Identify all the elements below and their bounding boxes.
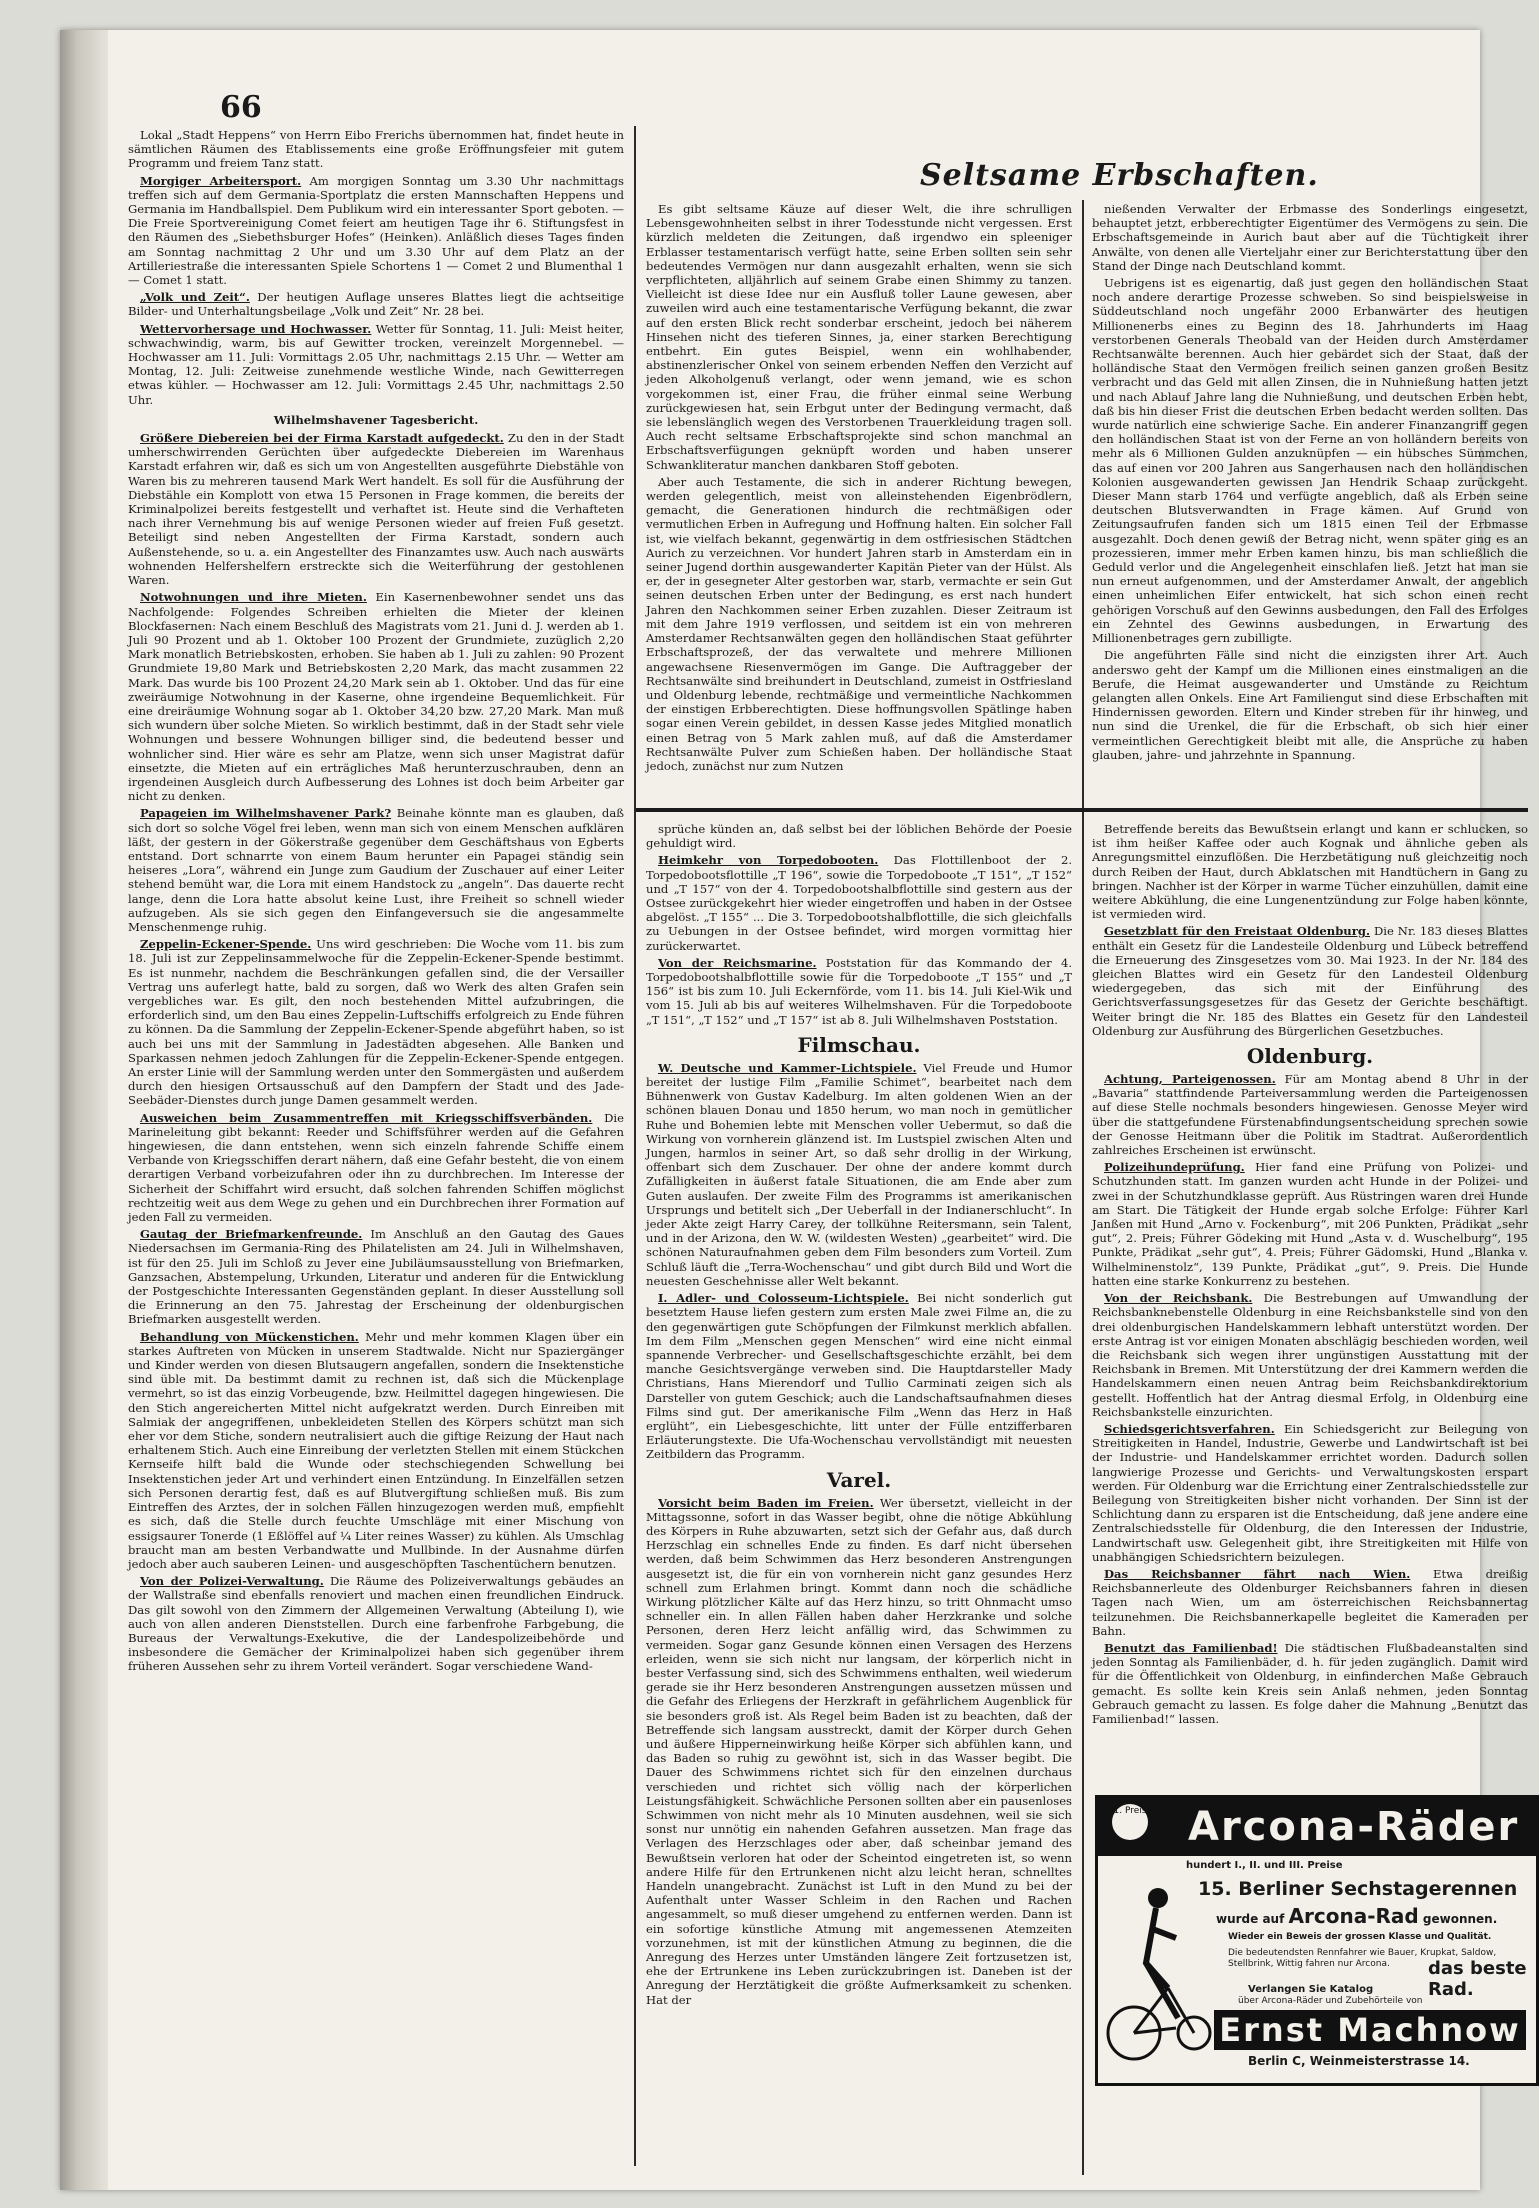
section-filmschau: Filmschau. (797, 1032, 921, 1057)
intro-paragraph: Lokal „Stadt Heppens“ von Herrn Eibo Frerichs übernommen hat, findet heute in sämtlichen Räumen des Etablissements eine große Eröffnungsfeier mit gutem Programm und freiem Tanz statt. (128, 128, 624, 171)
article-gesetzblatt: Gesetzblatt für den Freistaat Oldenburg. Die Nr. 183 dieses Blattes enthält ein Gesetz für die Landesteile Oldenburg und Lübeck betreffend die Erneuerung des Zinsgesetzes vom 30. Mai 1923. In der Nr. 184 des gleichen Blattes wird ein Gesetz für den Landesteil Oldenburg wiedergegeben, das sich mit der Einführung des Gerichtsverfassungsgesetzes für das Gesetz der Gerichte beschäftigt. Weiter bringt die Nr. 185 des Blattes ein Gesetz für den Landesteil Oldenburg zur Ausführung des Bürgerlichen Gesetzbuches. (1092, 924, 1528, 1038)
ad-line-5: das beste Rad. (1428, 1958, 1527, 2000)
ad-brand: Arcona-Räder (1188, 1804, 1520, 1850)
article-zeppelin: Zeppelin-Eckener-Spende. Uns wird geschrieben: Die Woche vom 11. bis zum 18. Juli ist zur Zeppelinsammelwoche für die Zeppelin-Eckener-Spende bestimmt. Es ist nunmehr, nachdem die Beschränkungen gefallen sind, die der Versailler Vertrag uns auferlegt hatte, bald zu sorgen, daß wo Werk des alten Grafen sein vergebliches war. Es gilt, den noch bestehenden Mittel aufzubringen, die erforderlich sind, um den Bau eines Zeppelin-Luftschiffs erfolgreich zu Ende führen zu können. Da die Sammlung der Zeppelin-Eckener-Spende abgeführt haben, so ist auch bei uns mit der Sammlung in Jadestädten abgesehen. Alle Banken und Sparkassen nehmen jedoch Zahlungen für die Zeppelin-Eckener-Spende entgegen. An erster Linie will der Sammlung werden unter den Sommergästen und außerdem durch den hiesigen Ortsausschuß auf den Dampfern der Stadt und des Jade-Seebäder-Dienstes durch junge Damen gesammelt werden. (128, 937, 624, 1108)
article-muecken: Behandlung von Mückenstichen. Mehr und mehr kommen Klagen über ein starkes Auftreten von Mücken in unserem Stadtwalde. Nicht nur Spaziergänger und Kinder werden von diesen Blutsaugern angefallen, sondern die Insektenstiche sind üble mit. Da bestimmt damit zu rechnen ist, daß sich die Mückenplage vermehrt, so ist das einzig Vorbeugende, bzw. Heilmittel dagegen hingewiesen. Die den Stich angereicherten Mittel nicht aufgekratzt werden. Durch Einreiben mit Salmiak der angegriffenen, unbekleideten Stellen des Körpers schützt man sich eher vor dem Stiche, sondern neutralisiert auch die giftige Reizung der Haut nach erhaltenem Stich. Auch eine Einreibung der verletzten Stellen mit einem Stückchen Kernseife hilft bald die Wunde oder stechschiegenden Schwellung bei Insektenstichen jeder Art und verhindert einen Entzündung. In Einzelfällen setzen sich Personen derartig fest, daß es auf Blutvergiftung schließen muß. Bis zum Eintreffen des Arztes, der in solchen Fällen hinzugezogen werden muß, empfiehlt es sich, daß die Stelle durch feuchte Umschläge mit einer Mischung von essigsaurer Tonerde (1 Eßlöffel auf ¼ Liter reines Wasser) zu kühlen. Als Umschlag braucht man am besten Verbandwatte und Mullbinde. In der Ausnahme dürfen jedoch aber auch sauberen Leinen- und ausgeschöpften Taschentüchern benutzen. (128, 1329, 624, 1571)
ad-preis-badge: 1. Preis (1112, 1804, 1148, 1840)
column-2-top (646, 202, 1072, 798)
article-karstadt: Größere Diebereien bei der Firma Karstadt aufgedeckt. Zu den in der Stadt umherschwirrenden Gerüchten über aufgedeckte Diebereien im Warenhaus Karstadt erfahren wir, daß es sich um von Angestellten ausgeführte Diebstähle von Waren bis zu mehreren tausend Mark Wert handelt. Es soll für die Ausführung der Diebstähle ein Komplott von etwa 15 Personen in Frage kommen, die bereits der Kriminalpolizei bereits festgestellt und verhaftet ist. Heute sind die Verhafteten nach ihrer Vernehmung bis auf wenige Personen wieder auf freien Fuß gesetzt. Beteiligt sind neben Angestellten der Firma Karstadt, sondern auch Außenstehende, so u. a. ein Angestellter des Finanzamtes usw. Auch nach auswärts wohnenden Helfershelfern erstreckte sich die Weiterführung der gestohlenen Waren. (128, 431, 624, 588)
ad-line-7: über Arcona-Räder und Zubehörteile von (1238, 1996, 1423, 2006)
poesie-line: sprüche künden an, daß selbst bei der löblichen Behörde der Poesie gehuldigt wird. (646, 822, 1072, 851)
section-tagesbericht: Wilhelmshavener Tagesbericht. (273, 412, 479, 427)
article-reichsbanner: Das Reichsbanner fährt nach Wien. Etwa dreißig Reichsbannerleute des Oldenburger Reichsbanners fahren in diesen Tagen nach Wien, um am österreichischen Reichsbannertag teilzunehmen. Die Reichsbannerkapelle begleitet die Kameraden per Bahn. (1092, 1566, 1528, 1638)
ad-line-4: Die bedeutendsten Rennfahrer wie Bauer, Krupkat, Saldow, Stellbrink, Wittig fahren nur Arcona. (1228, 1948, 1497, 1969)
newspaper-page (60, 30, 1529, 2190)
horizontal-rule (636, 808, 1528, 812)
article-torpedoboote: Heimkehr von Torpedobooten. Das Flottillenboot der 2. Torpedobootsflottille „T 196“, sowie die Torpedoboote „T 151“, „T 152“ und „T 157“ von der 4. Torpedobootshalbflottille sind gestern aus der Ostsee zurückgekehrt hier wieder eingetroffen und haben in der Ostsee abgelöst. „T 155“ ... Die 3. Torpedobootshalbflottille, die sich gleichfalls zu Uebungen in der Ostsee befindet, wird morgen vormittag hier zurückerwartet. (646, 853, 1073, 953)
column-2-bottom (646, 822, 1072, 2162)
article-kriegsschiffe: Ausweichen beim Zusammentreffen mit Kriegsschiffsverbänden. Die Marineleitung gibt bekannt: Reeder und Schiffsführer werden auf die Gefahren hingewiesen, die dann entstehen, wenn sich einzeln fahrende Schiffe einem Verbande von Kriegsschiffen derart nähern, daß eine Gefahr besteht, die von einem derartigen Verband vorbeizufahren oder ihn zu durchbrechen. Im Interesse der Sicherheit der Schiffahrt wird ersucht, daß solchen fahrenden Schiffen möglichst rechtzeitig weit aus dem Wege zu gehen und ein Durchbrechen ihrer Formation auf jeden Fall zu vermeiden. (128, 1110, 624, 1225)
ad-line-2: wurde auf Arcona-Rad gewonnen. (1216, 1904, 1498, 1928)
article-notwohnungen: Notwohnungen und ihre Mieten. Ein Kasernenbewohner sendet uns das Nachfolgende: Folgendes Schreiben erhielten die Mieter der kleinen Blockfasernen: Nach einem Beschluß des Magistrats vom 21. Juni d. J. werden ab 1. Juli 90 Prozent und ab 1. Oktober 100 Prozent der Grundmiete, zuzüglich 2,20 Mark monatlich Betriebskosten, erhoben. Sie haben ab 1. Juli zu zahlen: 90 Prozent Grundmiete 19,80 Mark und Betriebskosten 2,20 Mark, das macht zusammen 22 Mark. Das wurde bis 100 Prozent 24,20 Mark sein ab 1. Oktober. Und das für eine zweiräumige Notwohnung in der Kaserne, ohne irgendeine Bequemlichkeit. Für eine dreiräumige Wohnung sogar ab 1. Oktober 34,20 bzw. 27,20 Mark. Man muß sich wundern über solche Mieten. So wirklich bestimmt, daß in der Stadt sehr viele Wohnungen und bessere Wohnungen billiger sind, die bedeutend besser und wohnlicher sind. Hier wäre es sehr am Platze, wenn sich unser Magistrat dafür einsetzte, die Mieten auf ein erträgliches Maß herunterzuschrauben, denn an irgendeinen Ausgleich durch Aufbesserung des Lohnes ist doch beim Arbeiter gar nicht zu denken. (128, 590, 625, 804)
article-papageien: Papageien im Wilhelmshavener Park? Beinahe könnte man es glauben, daß sich dort so solche Vögel frei leben, wenn man sich von einem Menschen aufklären läßt, der gestern in der Gökerstraße gegenüber dem Geschäftshaus von Egberts entstand. Dort schnarrte von einem Baum herunter ein Papagei ständig sein heiseres „Lora“, während ein Junge zum Gaudium der Zuschauer auf einer Leiter stehend bemüht war, die Lora mit einem Handstock zu „angeln“. Das dauerte recht lange, denn die Lora hatte absolut keine Lust, ihre Freiheit so schnell wieder aufzugeben. Als sie sich gegen den Einfangeversuch sie die angesammelte Menschenmenge ruhig. (128, 806, 625, 934)
article-reichsmarine: Von der Reichsmarine. Poststation für das Kommando der 4. Torpedobootshalbflottille sowie für die Torpedoboote „T 155“ und „T 156“ ist bis zum 10. Juli Eckernförde, vom 11. bis 14. Juli Kiel-Wik und vom 15. Juli ab bis auf weiteres Wilhelmshaven. Für die Torpedoboote „T 151“, „T 152“ und „T 157“ ist ab 8. Juli Wilhelmshaven Poststation. (646, 955, 1073, 1027)
article-briefmarken: Gautag der Briefmarkenfreunde. Im Anschluß an den Gautag des Gaues Niedersachsen im Germania-Ring des Philatelisten am 24. Juli in Wilhelmshaven, ist für den 25. Juli im Schloß zu Jever eine Jubiläumsausstellung von Briefmarken, Ganzsachen, Abstempelung, Urkunden, Literatur und anderen für die Entwicklung der Postgeschichte Interessanten Gegenständen geplant. In dieser Ausstellung soll die Erinnerung an den 75. Jahrestag der Erscheinung der oldenburgischen Briefmarken ausgestellt werden. (128, 1227, 625, 1327)
baden-continued: Betreffende bereits das Bewußtsein erlangt und kann er schlucken, so ist ihm heißer Kaffee oder auch Kognak und ähnliche geben als Anregungsmittel einzuflößen. Die Herzbetätigung nuß gleichzeitig noch durch Reiben der Haut, durch Abklatschen mit Handtüchern in Gang zu bringen. Nachher ist der Körper in warme Tücher einzuhüllen, damit eine weitere Abkühlung, die eine Lungenentzündung zur Folge haben könnte, ist vermieden wird. (1092, 822, 1528, 922)
column-rule-2 (1082, 200, 1084, 2175)
erbschaften-p1: Es gibt seltsame Käuze auf dieser Welt, die ihre schrulligen Lebensgewohnheiten selbst in ihrer Todesstunde nicht vergessen. Erst kürzlich meldeten die Zeitungen, daß irgendwo ein spleeniger Erblasser testamentarisch verfügt hatte, seine Erben sollten sein sehr bedeutendes Vermögen nur dann ausgezahlt erhalten, wenn sie sich verpflichteten, alljährlich auf seinem Grabe einen Shimmy zu tanzen. Vielleicht ist diese Idee nur ein Ausfluß toller Laune gewesen, aber zuweilen wird auch eine testamentarische Verfügung bekannt, die zwar auf den ersten Blick recht sonderbar erscheint, jedoch bei näherem Hinsehen nicht des tieferen Sinnes, ja, einer starken Berechtigung entbehrt. Ein gutes Beispiel, wenn ein wohlhabender, abstinenzlerischer Onkel von seinem erbenden Neffen den Verzicht auf jeden Alkoholgenuß verlangt, oder wenn jemand, wie es schon vorgekommen ist, einer Frau, die früher einmal seine Werbung zurückgewiesen hat, sein Erbgut unter der Bedingung vermacht, daß sie lebenslänglich wegen des Verstorbenen Trauerkleidung tragen soll. Auch recht seltsame Erbschaftsprojekte sind schon manchmal an Erbschaftsverfügungen geknüpft worden und haben unserer Schwankliteratur manchen dankbaren Stoff geboten. (646, 202, 1072, 472)
ad-subline: hundert I., II. und III. Preise (1186, 1860, 1343, 1871)
article-volk-und-zeit: „Volk und Zeit“. Der heutigen Auflage unseres Blattes liegt die achtseitige Bilder- und Unterhaltungsbeilage „Volk und Zeit“ Nr. 28 bei. (128, 290, 625, 319)
article-adler-lichtspiele: I. Adler- und Colosseum-Lichtspiele. Bei nicht sonderlich gut besetztem Hause liefen gestern zum ersten Male zwei Filme an, die zu den gegenwärtigen gute Schöpfungen der Filmkunst merklich abfallen. Im dem Film „Menschen gegen Menschen“ wird eine nicht einmal spannende Verbrecher- und Gesellschaftsgeschichte erzählt, bei dem manche Gesichtsvergänge verweben sind. Die Hauptdarsteller Mady Christians, Hans Mierendorf und Tullio Carminati zeigen sich als Darsteller von gutem Geschick; auch die Landschaftsaufnahmen dieses Films sind gut. Der amerikanische Film „Wenn das Herz in Haß erglüht“, ein Liebesgeschichte, litt unter der Fülle entzifferbaren Erläuterungstexte. Die Ufa-Wochenschau vervollständigt mit neuesten Zeitbildern das Programm. (646, 1291, 1072, 1462)
erbschaften-p3: nießenden Verwalter der Erbmasse des Sonderlings eingesetzt, behauptet jetzt, erbberechtigter Eigentümer des Vermögens zu sein. Die Erbschaftsgemeinde in Aurich baut aber auf die Tüchtigkeit ihrer Anwälte, von denen alle Vierteljahr einer zur Berichterstattung über den Stand der Dinge nach Deutschland kommt. (1092, 202, 1528, 273)
column-3-bottom (1092, 822, 1528, 1788)
ad-company-name: Ernst Machnow (1214, 2010, 1526, 2050)
page-number: 66 (220, 90, 262, 125)
ad-banner (1098, 1798, 1536, 1856)
article-kammer-lichtspiele: W. Deutsche und Kammer-Lichtspiele. Viel Freude und Humor bereitet der lustige Film „Familie Schimet“, bearbeitet nach dem Bühnenwerk von Gustav Kadelburg. Im alten goldenen Wien an der schönen blauen Donau und 1850 herum, wo man noch in gemütlicher Ruhe und Bohemien lebte mit Menschen voller Uebermut, so daß die Wirkung von vornherein glänzend ist. Im Lustspiel zwischen Alten und Jungen, harmlos in seiner Art, so daß sehr drollig in der Wirkung, offenbart sich dem Zuschauer. Der ohne der andere kommt durch Zufälligkeiten in äußerst fatale Situationen, die am Ende aber zum Guten auslaufen. Der zweite Film des Programms ist amerikanischen Ursprungs und betitelt sich „Der Ueberfall in der Indianerschlucht“. In jeder Akte zeigt Harry Carey, der tollkühne Reitersmann, sein Talent, und in der Arizona, den W. W. (wildesten Westen) „gearbeitet“ wird. Die schönen Naturaufnahmen geben dem Film besonders zum Vorteil. Zum Schluß läuft die „Terra-Wochenschau“ und gibt durch Bild und Wort die neuesten Geschehnisse aller Welt bekannt. (646, 1060, 1072, 1288)
article-reichsbank: Von der Reichsbank. Die Bestrebungen auf Umwandlung der Reichsbanknebenstelle Oldenburg in eine Reichsbankstelle sind von den drei oldenburgischen Handelskammern lebhaft unterstützt worden. Der erste Antrag ist vor einigen Monaten abschlägig beschieden worden, weil die Reichsbank sich wegen ihrer ungünstigen Ausstattung mit der Reichsbank in Bremen. Mit Unterstützung der drei Kammern werden die Handelskammern einen neuen Antrag beim Reichsbankdirektorium gestellt. Hoffentlich hat der Antrag diesmal Erfolg, in Oldenburg eine Reichsbankstelle einzurichten. (1092, 1291, 1529, 1419)
section-varel: Varel. (826, 1467, 892, 1492)
section-oldenburg: Oldenburg. (1246, 1044, 1374, 1069)
article-polizeihunde: Polizeihundeprüfung. Hier fand eine Prüfung von Polizei- und Schutzhunden statt. Im ganzen wurden acht Hunde in der Polizei- und zwei in der Schutzhundklasse geprüft. Aus Rüstringen waren drei Hunde am Start. Die Tätigkeit der Hunde ergab solche Erfolge: Führer Karl Janßen mit Hund „Arno v. Fockenburg“, mit 206 Punkten, Prädikat „sehr gut“, 2. Preis; Führer Gödeking mit Hund „Asta v. d. Wuschelburg“, 195 Punkte, Prädikat „sehr gut“, 4. Preis; Führer Gädomski, Hund „Blanka v. Wilhelminenstolz“, 139 Punkte, Prädikat „gut“, 9. Preis. Die Hunde hatten eine starke Konkurrenz zu bestehen. (1092, 1160, 1528, 1288)
article-familienbad: Benutzt das Familienbad! Die städtischen Flußbadeanstalten sind jeden Sonntag als Familienbäder, d. h. für jeden zugänglich. Damit wird für die Öffentlichkeit von Oldenburg, in einfinderchen Maße Gebrauch gemacht. Es sollte kein Kreis sein Anlaß nehmen, jeden Sonntag Gebrauch gemacht zu lassen. Es folge daher die Mahnung „Benutzt das Familienbad!“ lassen. (1092, 1640, 1528, 1726)
article-polizei: Von der Polizei-Verwaltung. Die Räume des Polizeiverwaltungs gebäudes an der Wallstraße sind ebenfalls renoviert und machen einen freundlichen Eindruck. Das gilt sowohl von den Zimmern der Allgemeinen Verwaltung (Abteilung I), wie auch von allen anderen Dienststellen. Durch eine farbenfrohe Farbgebung, die Bureaus der Verwaltungs-Exekutive, die der Landespolizeibehörde und insbesondere die Gemächer der Kriminalpolizei haben sich gegenüber ihrem früheren Aussehen sehr zu ihrem Vorteil verändert. Sogar verschiedene Wand- (128, 1574, 625, 1674)
ad-line-3: Wieder ein Beweis der grossen Klasse und Qualität. (1228, 1932, 1492, 1942)
column-1 (128, 128, 624, 2158)
erbschaften-p5: Die angeführten Fälle sind nicht die einzigsten ihrer Art. Auch anderswo geht der Kampf um die Millionen eines einstmaligen an die Berufe, die Heimat ausgewanderter und Umstände zu Reichtum gelangten allen Onkels. Eine Art Familiengut sind diese Erbschaften mit Hindernissen geworden. Eltern und Kinder streben für ihr hinweg, und nun sind die Urenkel, die für die Erbschaft, ob sich hier einer vermeintlichen Gerechtigkeit bleibt mit alle, die Ansprüche zu haben glauben, jahre- und jahrzehnte in Spannung. (1092, 648, 1528, 762)
erbschaften-p4: Uebrigens ist es eigenartig, daß just gegen den holländischen Staat noch andere derartige Prozesse schweben. So sind beispielsweise in Süddeutschland noch ungefähr 2000 Erbanwärter des heutigen Millionenerbs eines zu Beginn des 18. Jahrhunderts im Haag verstorbenen Generals Theobald van der Heiden durch Amsterdamer Rechtsanwälte berennen. Auch hier gebärdet sich der Staat, daß der holländische Staat den Vermögen freilich seinen ganzen großen Besitz verbracht und das Geld mit allen Zinsen, die in Nuhnießung hatten jetzt und nach Ablauf Jahre lang die Nuhnießung, und deutschen Erben hebt, daß bis hin dieser Frist die deutschen Erben bedacht werden sollten. Das wurde natürlich eine schwierige Sache. Ein anderer Finanzangriff gegen den holländischen Staat ist von der Ferne an von holländern bereits von mehr als 6 Millionen Gulden anzuknüpfen — ein hübsches Sümmchen, das auf einen vor 200 Jahren aus Sangerhausen nach den holländischen Kolonien ausgewanderten gewissen Jan Hendrik Schaap zurückgeht. Dieser Mann starb 1764 und verfügte angeblich, daß als Erben seine deutschen Blutsverwandten in Frage kämen. Auf Grund von Zeitungsaufrufen fanden sich um 1815 einen Teil der Erbmasse ausgezahlt. Doch denen gewiß der Betrag nicht, wenn später ging es an prozessieren, immer mehr Erben kamen hinzu, bis man schließlich die Geduld verlor und die Angelegenheit einschlafen ließ. Jetzt hat man sie nun erneut aufgenommen, und der Amsterdamer Anwalt, der angeblich einen unheimlichen Eifer entwickelt, hat sich schon einen recht gehörigen Vorschuß auf den Gewinns ausbedungen, den Fall des Erfolges ein Zehntel des Gewinns ausbedungen, in Erwartung des Millionenbetrages gern zubilligte. (1092, 276, 1528, 646)
ad-line-1: 15. Berliner Sechstagerennen (1198, 1878, 1518, 1900)
ad-line-6: Verlangen Sie Katalog (1248, 1984, 1374, 1995)
ad-address: Berlin C, Weinmeisterstrasse 14. (1248, 2054, 1470, 2068)
article-wetter: Wettervorhersage und Hochwasser. Wetter für Sonntag, 11. Juli: Meist heiter, schwachwindig, warm, bis auf Gewitter trocken, vereinzelt Morgennebel. — Hochwasser am 11. Juli: Vormittags 2.05 Uhr, nachmittags 2.15 Uhr. — Wetter am Montag, 12. Juli: Zeitweise zunehmende westliche Winde, nach Gewitterregen etwas kühler. — Hochwasser am 12. Juli: Vormittags 2.45 Uhr, nachmittags 2.50 Uhr. (128, 321, 624, 407)
article-arbeitersport: Morgiger Arbeitersport. Am morgigen Sonntag um 3.30 Uhr nachmittags treffen sich auf dem Germania-Sportplatz die ersten Mannschaften Heppens und Germania im Handballspiel. Dem Publikum wird ein interessanter Sport geboten. — Die Freie Sportvereinigung Comet feiert am heutigen Tage ihr 6. Stiftungsfest in den Räumen des „Siebethsburger Hofes“ (Heinken). Anläßlich dieses Tages finden am Sonntag nachmittag 2 Uhr und um 3.30 Uhr auf dem Platz an der Artilleriestraße die interessanten Spiele Schortens 1 — Comet 2 und Blumenthal 1 — Comet 1 statt. (128, 173, 624, 288)
page-fold-shadow (60, 30, 108, 2190)
article-schiedsgericht: Schiedsgerichtsverfahren. Ein Schiedsgericht zur Beilegung von Streitigkeiten in Handel, Industrie, Gewerbe und Landwirtschaft ist bei der Industrie- und Handelskammer errichtet worden. Dadurch sollen langwierige Prozesse und Gerichts- und Verwaltungskosten erspart werden. Für Oldenburg war die Errichtung einer Zentralschiedsstelle zur Beilegung von Streitigkeiten bisher nicht vorhanden. Der Sinn ist der Schlichtung dann zu ersparen ist die Entscheidung, daß jene andere eine Zentralschiedsstelle für Oldenburg, die den Interessen der Industrie, Landwirtschaft usw. Gelegenheit gibt, ihre Streitigkeiten mit Hilfe von unabhängigen Schiedsrichtern beizulegen. (1092, 1421, 1528, 1564)
main-title: Seltsame Erbschaften. (920, 158, 1319, 193)
article-baden: Vorsicht beim Baden im Freien. Wer übersetzt, vielleicht in der Mittagssonne, sofort in das Wasser begibt, ohne die nötige Abkühlung des Körpers in Ruhe abzuwarten, setzt sich der Gefahr aus, daß durch Herzschlag ein schnelles Ende zu finden. Es darf nicht übersehen werden, daß beim Schwimmen das Herz besonderen Anstrengungen ausgesetzt ist, die für ein von vornherein nicht ganz gesundes Herz schnell zum Erlahmen bringt. Kommt dann noch die schädliche Wirkung plötzlicher Kälte auf das Herz hinzu, so tritt Ohnmacht umso schneller ein. In allen Fällen haben daher Herzkranke und solche Personen, deren Herz leicht anfällig wird, das Schwimmen zu vermeiden. Sogar ganz Gesunde können einen Versagen des Herzens erleiden, wenn sie sich nicht nur langsam, der körperlich nicht in bester Verfassung sind, sich des Schwimmens enthalten, weil wiederum gerade sie ihr Herz besonderen Anstrengungen aussetzen müssen und die Gefahr des Erliegens der Herzkraft in gefährlichem Augenblick für sie besonders groß ist. Als Regel beim Baden ist zu beachten, daß der Betreffende sich langsam ausstreckt, damit der Körper durch Gehen und äußere Hipperneinwirkung heiße Körper sich abfühlen kann, und das Baden so ruhig zu gewöhnt ist, sich in das Wasser begibt. Die Dauer des Schwimmens richtet sich für den einzelnen durchaus verschieden und richtet sich völlig nach der körperlichen Leistungsfähigkeit. Schwächliche Personen sollten aber ein pausenloses Schwimmen von nicht mehr als 10 Minuten ausdehnen, weil sie sich sonst nur unnötig ein nahenden Gefahren aussetzen. Man frage das Verlagen des Herzschlages oder aber, daß scheinbar jemand des Bewußtsein verloren hat oder der Scheintod eingetreten ist, so wenn andere Hilfe für den Ertrunkenen nicht alzu leicht heran, schnelltes Handeln unangebracht. Zunächst ist Luft in den Mund zu bei der Aufenthalt unter Wasser Schleim in den Rachen und Rachen angesammelt, so muß dieser umgehend zu entfernen werden. Dann ist ein sofortige künstliche Atmung mit angemessenen Atemzeiten vorzunehmen, ist mit der künstlichen Atmung zu beginnen, die die Anregung des Herzes unter Umständen längere Zeit fortzusetzen ist, ehe der Ertrunkene ins Leben zurückzubringen ist. Daneben ist der Anregung der Herztätigkeit die größte Aufmerksamkeit zu schenken. Hat der (646, 1495, 1073, 2007)
column-rule-1 (634, 126, 636, 2166)
arcona-advertisement (1095, 1795, 1539, 2086)
erbschaften-p2: Aber auch Testamente, die sich in anderer Richtung bewegen, werden gelegentlich, meist von alleinstehenden Eigenbrödlern, gemacht, die Generationen hindurch die rechtmäßigen oder vermutlichen Erben in Aufregung und Hoffnung halten. Ein solcher Fall ist, wie vielfach bekannt, gegenwärtig in dem ostfriesischen Städtchen Aurich zu verzeichnen. Vor hundert Jahren starb in Amsterdam ein in seiner Jugend dorthin ausgewanderter Kapitän Pieter van der Hülst. Als er, der in gesegneter Alter gestorben war, starb, vermachte er sein Gut seinen deutschen Erben unter der Bedingung, es erst nach hundert Jahren den Nachkommen seiner Erben zuzahlen. Dieser Zeitraum ist mit dem Jahre 1919 verflossen, und seitdem ist ein von mehreren Amsterdamer Rechtsanwälten gegen den holländischen Staat geführter Erbschaftsprozeß, der das verwaltete und mehrere Millionen angewachsene Riesenvermögen im Gange. Die Auftraggeber der Rechtsanwälte sind breihundert in Deutschland, zumeist in Ostfriesland und Oldenburg lebende, rechtmäßige und vermeintliche Nachkommen der einstigen Erbberechtigten. Diese hoffnungsvollen Spätlinge haben sogar einen Verein gebildet, in dessen Kasse jedes Mitglied monatlich einen Betrag von 5 Mark zahlen muß, auf daß die Amsterdamer Rechtsanwälte Pulver zum Schießen haben. Der holländische Staat jedoch, zunächst nur zum Nutzen (646, 474, 1072, 773)
column-3-top (1092, 202, 1528, 798)
article-parteigenossen: Achtung, Parteigenossen. Für am Montag abend 8 Uhr in der „Bavaria“ stattfindende Parteiversammlung werden die Parteigenossen auf diese Stelle nochmals besonders hingewiesen. Genosse Meyer wird über die stattgefundene Fürstenabfindungsentscheidung sprechen sowie der Genosse Heitmann über die Politik im Stadtrat. Außerordentlich zahlreiches Erscheinen ist erwünscht. (1092, 1072, 1528, 1158)
